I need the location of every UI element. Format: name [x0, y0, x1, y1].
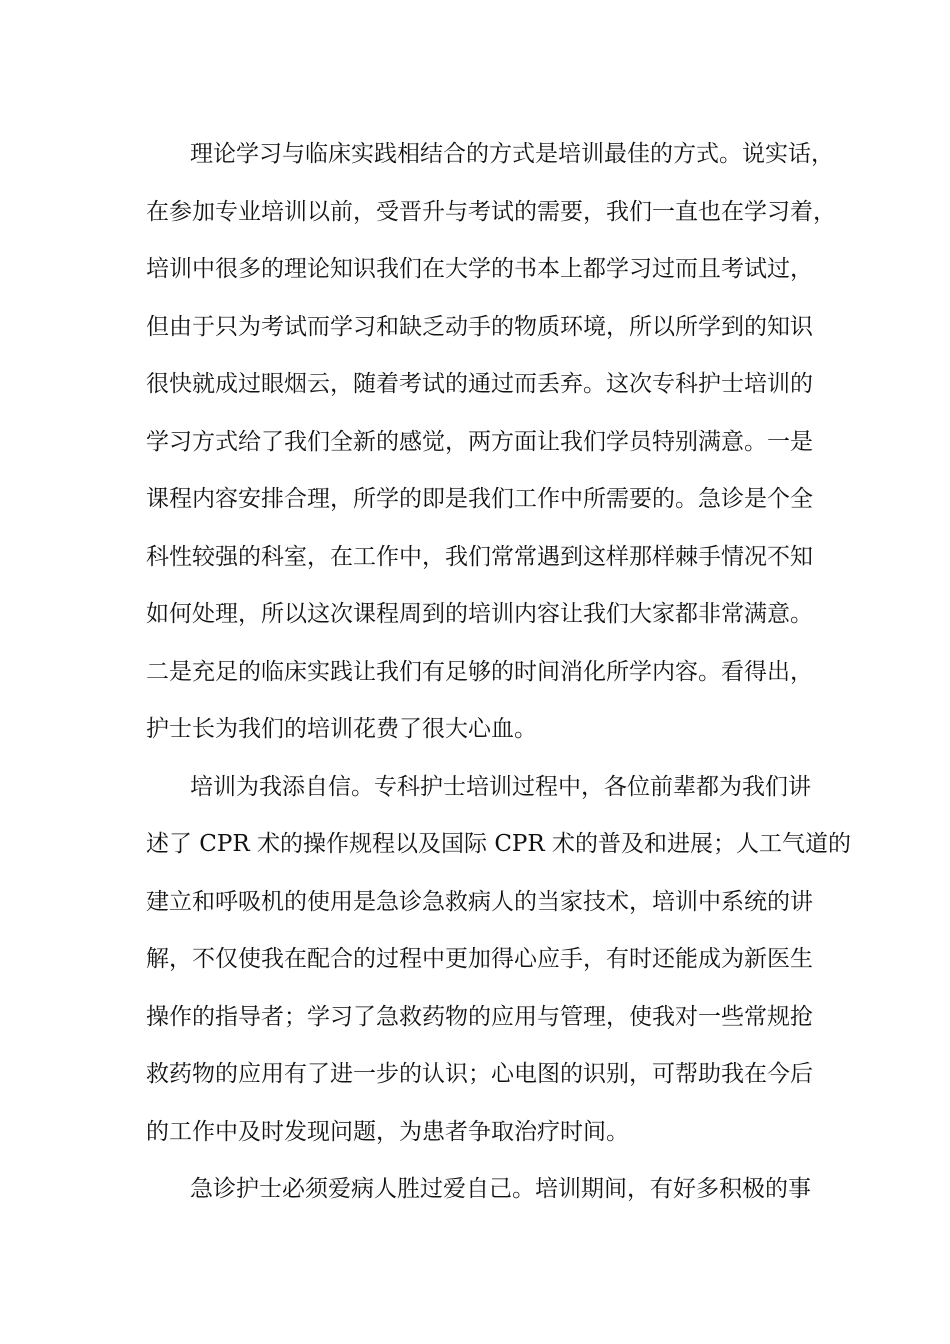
document-body	[146, 126, 852, 1219]
paragraph-line: 培训为我添自信。专科护士培训过程中，各位前辈都为我们讲	[190, 773, 811, 800]
paragraph-line: 学习方式给了我们全新的感觉，两方面让我们学员特别满意。一是	[146, 428, 813, 455]
paragraph-line: 解，不仅使我在配合的过程中更加得心应手，有时还能成为新医生	[146, 946, 813, 972]
paragraph-line: 操作的指导者；学习了急救药物的应用与管理，使我对一些常规抢	[146, 1003, 813, 1030]
paragraph-line: 述了 CPR 术的操作规程以及国际 CPR 术的普及和进展；人工气道的	[146, 831, 852, 857]
paragraph-line: 很快就成过眼烟云，随着考试的通过而丢弃。这次专科护士培训的	[146, 371, 813, 397]
paragraph-line: 护士长为我们的培训花费了很大心血。	[146, 716, 537, 742]
paragraph-line: 在参加专业培训以前，受晋升与考试的需要，我们一直也在学习着，	[146, 198, 836, 225]
paragraph-line: 如何处理，所以这次课程周到的培训内容让我们大家都非常满意。	[146, 601, 813, 627]
paragraph-line: 的工作中及时发现问题，为患者争取治疗时间。	[146, 1118, 629, 1145]
paragraph-line: 科性较强的科室，在工作中，我们常常遇到这样那样棘手情况不知	[146, 543, 813, 570]
paragraph-line: 课程内容安排合理，所学的即是我们工作中所需要的。急诊是个全	[146, 486, 813, 512]
paragraph-line: 救药物的应用有了进一步的认识；心电图的识别，可帮助我在今后	[146, 1061, 813, 1087]
paragraph-line: 理论学习与临床实践相结合的方式是培训最佳的方式。说实话，	[190, 141, 834, 167]
paragraph-line: 急诊护士必须爱病人胜过爱自己。培训期间，有好多积极的事	[190, 1176, 811, 1202]
paragraph-line: 但由于只为考试而学习和缺乏动手的物质环境，所以所学到的知识	[146, 313, 813, 340]
paragraph-line: 建立和呼吸机的使用是急诊急救病人的当家技术，培训中系统的讲	[146, 888, 813, 915]
paragraph-line: 培训中很多的理论知识我们在大学的书本上都学习过而且考试过，	[146, 256, 813, 282]
paragraph-line: 二是充足的临床实践让我们有足够的时间消化所学内容。看得出，	[146, 658, 813, 685]
